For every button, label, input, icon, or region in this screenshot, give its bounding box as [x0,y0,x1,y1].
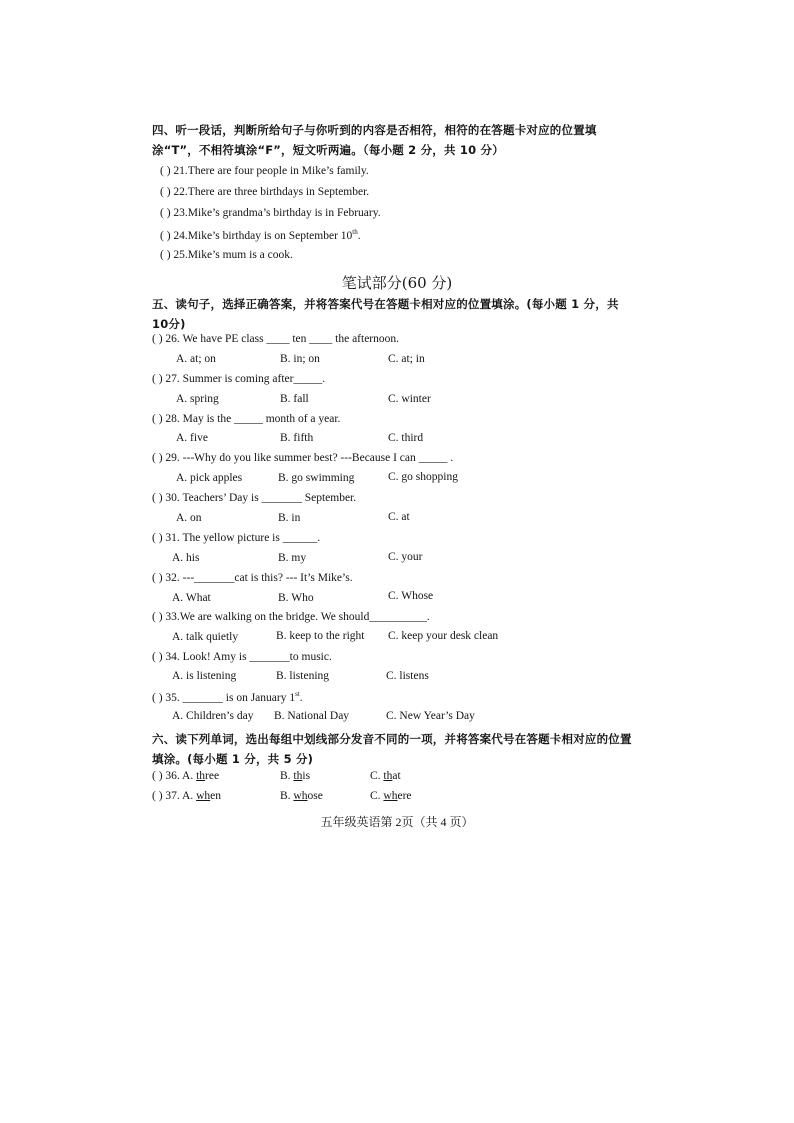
section5-title: 五、读句子，选择正确答案，并将答案代号在答题卡相对应的位置填涂。(每小题 1 分，共 10分) [152,297,619,331]
option-c: C. winter [388,393,431,405]
answer-paren: ( ) [160,165,171,177]
answer-paren: ( ) [152,790,163,802]
answer-paren: ( ) [160,186,171,198]
option-c [370,790,412,802]
underlined-letters: wh [383,790,398,802]
question-35 [152,690,303,704]
option-label: C. [370,790,384,802]
question-33: ( ) 33.We are walking on the bridge. We should__________. [152,611,430,623]
question-tail: . [299,691,303,704]
underlined-letters: th [196,770,206,782]
option-b: B. National Day [274,710,350,722]
option-a: A. pick apples [176,472,243,484]
question-34: ( ) 34. Look! Amy is _______to music. [152,651,332,663]
question-22 [160,186,369,198]
underlined-letters: th [293,770,303,782]
option-c: C. Whose [388,590,434,602]
question-25 [160,249,293,261]
option-c: C. listens [386,670,429,682]
option-b: B. go swimming [278,472,355,484]
option-c: C. third [388,432,424,444]
question-text: 23.Mike’s grandma’s birthday is in February. [173,207,381,219]
section6-title: 六、读下列单词，选出每组中划线部分发音不同的一项，并将答案代号在答题卡相对应的位置填涂。(每小题 1 分，共 5 分) [152,732,632,766]
option-a: A. is listening [172,670,237,682]
question-text: 25.Mike’s mum is a cook. [173,249,293,261]
word-rest: ree [205,770,220,782]
option-label: B. [280,770,294,782]
option-b: B. my [278,552,307,564]
question-21 [160,165,369,177]
word-rest: ose [307,790,323,802]
question-28: ( ) 28. May is the _____ month of a year. [152,413,341,425]
question-37 [152,790,221,802]
underlined-letters: th [383,770,393,782]
question-number: 36. A. [165,770,194,782]
question-23 [160,207,381,219]
option-a: A. on [176,512,202,524]
option-c: C. go shopping [388,471,458,483]
option-a: A. What [172,592,211,604]
question-tail: . [357,229,361,242]
question-36 [152,770,219,782]
word-rest: en [210,790,222,802]
option-a: A. five [176,432,208,444]
option-label: C. [370,770,384,782]
answer-paren: ( ) [160,207,171,219]
option-b [280,790,323,802]
option-c [370,770,401,782]
question-31: ( ) 31. The yellow picture is ______. [152,532,321,544]
question-30: ( ) 30. Teachers’ Day is _______ September. [152,492,357,504]
option-b: B. keep to the right [276,630,365,642]
option-a: A. at; on [176,353,216,365]
question-text: 22.There are three birthdays in September. [173,186,370,198]
question-text: ( ) 35. _______ is on January 1 [152,691,296,704]
option-b: B. fall [280,393,309,405]
question-24 [160,228,361,242]
question-number: 37. A. [165,790,194,802]
question-text: 24.Mike’s birthday is on September 10 [173,229,353,242]
question-26: ( ) 26. We have PE class ____ ten ____ the afternoon. [152,333,400,345]
option-b [280,770,310,782]
word-rest: ere [397,790,412,802]
option-c: C. at [388,511,410,523]
ordinal-suffix: th [352,228,358,236]
underlined-letters: wh [293,790,308,802]
word-rest: is [302,770,311,782]
question-text: 21.There are four people in Mike’s family. [173,165,369,177]
written-part-title: 笔试部分(60 分) [341,274,453,292]
answer-paren: ( ) [152,770,163,782]
option-c: C. your [388,551,423,563]
question-29: ( ) 29. ---Why do you like summer best? ---Because I can _____ . [152,452,454,464]
option-c: C. New Year’s Day [386,710,475,722]
ordinal-suffix: st [295,690,300,698]
question-32: ( ) 32. ---_______cat is this? --- It’s Mike’s. [152,572,353,584]
option-a: A. talk quietly [172,631,239,643]
option-c: C. at; in [388,353,425,365]
answer-paren: ( ) [160,229,171,242]
word-rest: at [392,770,401,782]
underlined-letters: wh [196,790,211,802]
page-footer: 五年级英语第 2页（共 4 页） [320,815,474,829]
option-label: B. [280,790,294,802]
option-b: B. listening [276,670,330,682]
question-27: ( ) 27. Summer is coming after_____. [152,373,326,385]
option-a: A. spring [176,393,219,405]
answer-paren: ( ) [160,249,171,261]
section4-title: 四、听一段话，判断所给句子与你听到的内容是否相符，相符的在答题卡对应的位置填涂“T”，不相符填涂“F”，短文听两遍。（每小题 2 分，共 10 分） [152,123,597,157]
option-c: C. keep your desk clean [388,630,499,642]
option-a: A. his [172,552,200,564]
option-b: B. in; on [280,353,320,365]
option-b: B. fifth [280,432,314,444]
option-a: A. Children’s day [172,710,254,722]
option-b: B. in [278,512,301,524]
option-b: B. Who [278,592,314,604]
